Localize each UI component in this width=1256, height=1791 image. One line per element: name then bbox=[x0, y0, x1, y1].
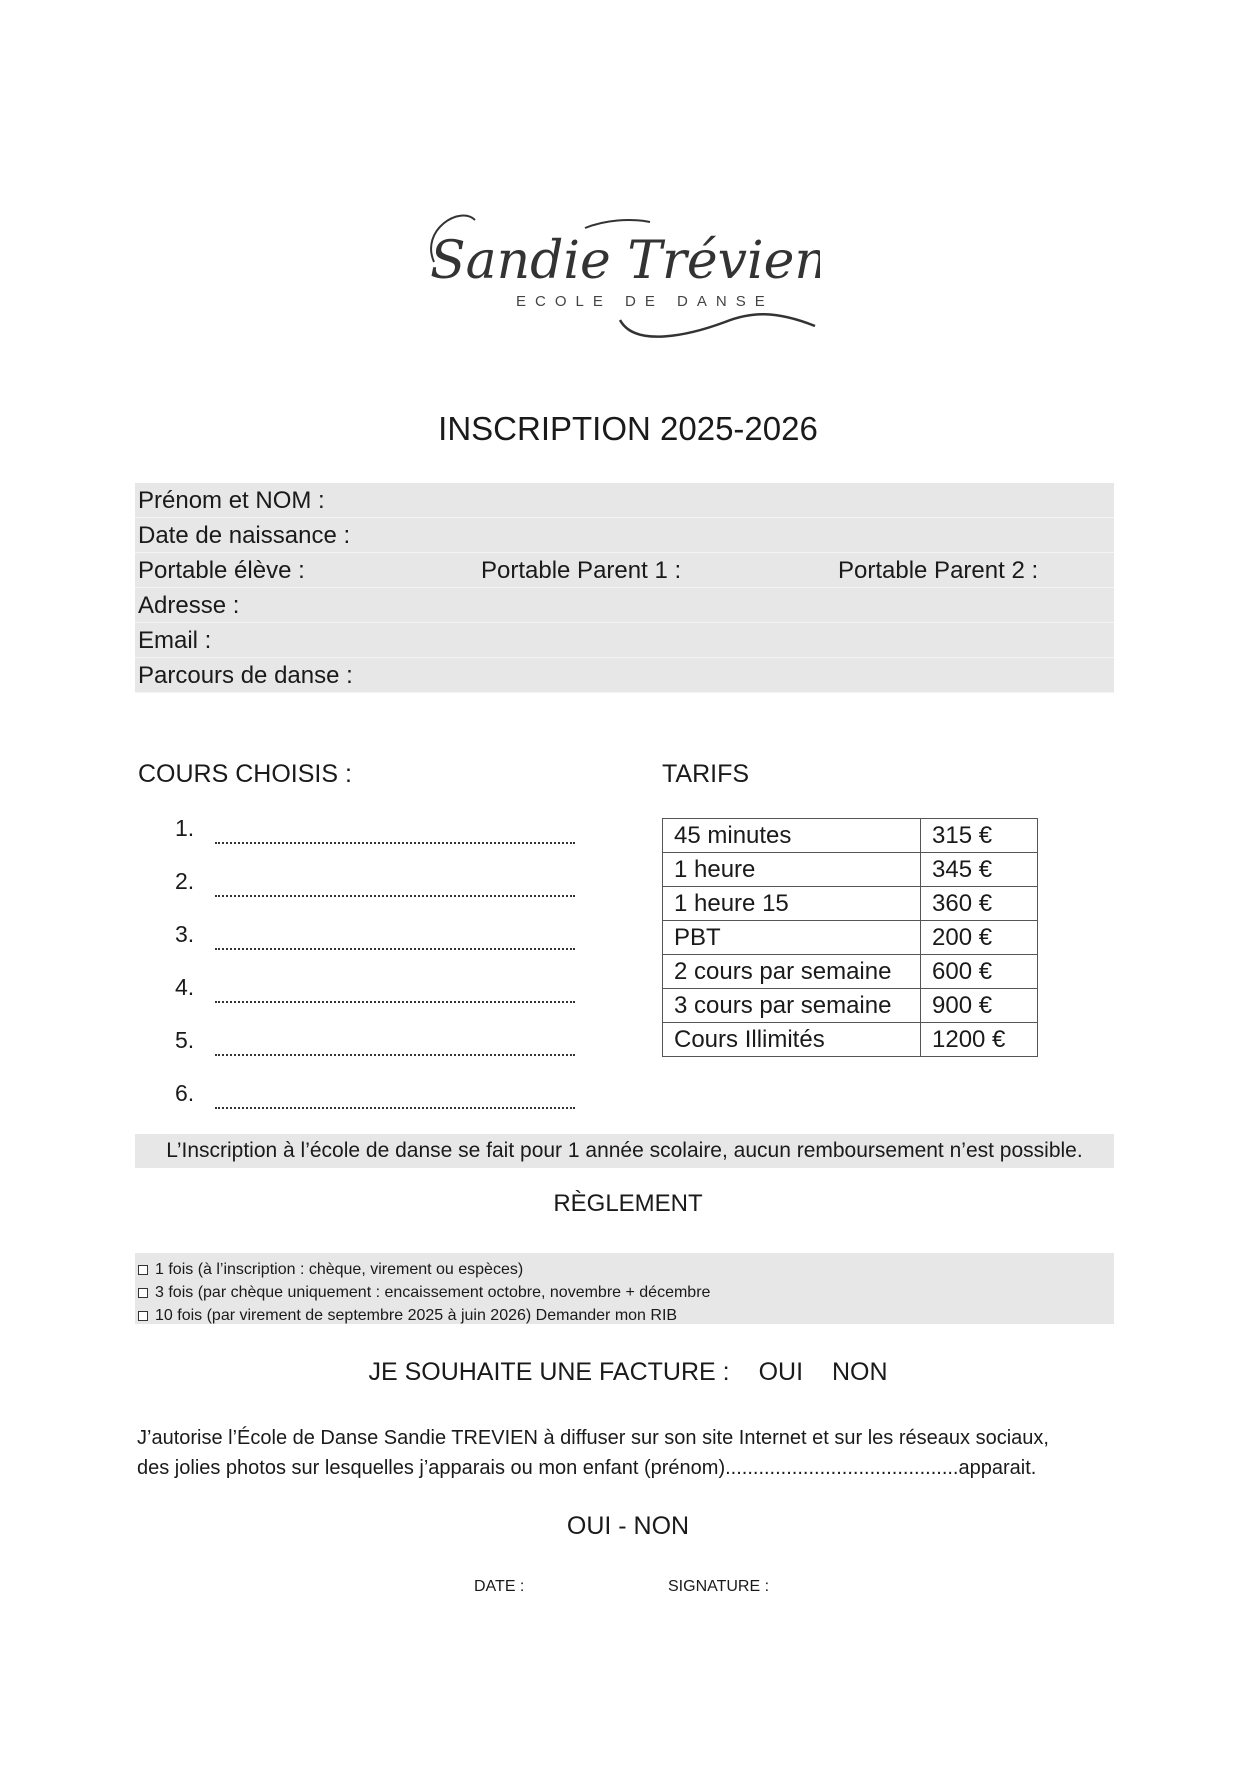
label-email: Email : bbox=[138, 627, 212, 654]
course-number: 5. bbox=[175, 1027, 195, 1053]
info-row-address[interactable] bbox=[135, 588, 1114, 623]
tarif-price: 360 € bbox=[921, 887, 1038, 921]
course-number: 2. bbox=[175, 868, 195, 894]
tarif-label: 2 cours par semaine bbox=[663, 955, 921, 989]
authorization-oui-non[interactable]: OUI - NON bbox=[566, 1512, 690, 1540]
course-number: 3. bbox=[175, 921, 195, 947]
payment-options bbox=[135, 1253, 1114, 1324]
payment-option-label: 1 fois (à l’inscription : chèque, virement ou espèces) bbox=[155, 1261, 524, 1278]
course-number: 6. bbox=[175, 1080, 195, 1106]
tarif-price: 200 € bbox=[921, 921, 1038, 955]
info-row-parcours[interactable] bbox=[135, 658, 1114, 693]
tarif-price: 345 € bbox=[921, 853, 1038, 887]
label-adresse: Adresse : bbox=[138, 592, 240, 619]
info-row-birthdate[interactable] bbox=[135, 518, 1114, 553]
course-line[interactable] bbox=[175, 1080, 595, 1133]
course-list bbox=[175, 815, 595, 1133]
tarifs-table bbox=[662, 818, 1038, 1057]
invoice-label: JE SOUHAITE UNE FACTURE : bbox=[368, 1358, 730, 1386]
tarif-label: 1 heure bbox=[663, 853, 921, 887]
tarifs-heading: TARIFS bbox=[662, 760, 750, 788]
page-title: INSCRIPTION 2025-2026 bbox=[438, 410, 818, 447]
school-logo-graphic bbox=[420, 200, 820, 360]
authorization-line-1: J’autorise l’École de Danse Sandie TREVIEN à diffuser sur son site Internet et sur les réseaux sociaux, bbox=[137, 1427, 1049, 1449]
payment-option-label: 3 fois (par chèque uniquement : encaissement octobre, novembre + décembre bbox=[155, 1284, 711, 1301]
course-dotted-field[interactable] bbox=[215, 874, 575, 897]
course-number: 4. bbox=[175, 974, 195, 1000]
course-line[interactable] bbox=[175, 815, 595, 868]
logo-script-text: Sandie Trévien bbox=[430, 231, 820, 291]
course-number: 1. bbox=[175, 815, 195, 841]
tarif-price: 1200 € bbox=[921, 1023, 1038, 1057]
tarif-price: 315 € bbox=[921, 819, 1038, 853]
reglement-heading: RÈGLEMENT bbox=[553, 1190, 703, 1217]
table-row bbox=[663, 955, 1038, 989]
info-row-name[interactable] bbox=[135, 483, 1114, 518]
checkbox-icon[interactable] bbox=[138, 1311, 148, 1321]
tarif-label: PBT bbox=[663, 921, 921, 955]
label-portable-parent-1: Portable Parent 1 : bbox=[481, 557, 682, 584]
table-row bbox=[663, 921, 1038, 955]
label-portable-parent-2: Portable Parent 2 : bbox=[838, 557, 1039, 584]
courses-heading: COURS CHOISIS : bbox=[138, 760, 352, 788]
invoice-request bbox=[0, 1358, 1256, 1387]
payment-option-label: 10 fois (par virement de septembre 2025 à juin 2026) Demander mon RIB bbox=[155, 1307, 678, 1324]
date-label: DATE : bbox=[474, 1578, 525, 1595]
course-dotted-field[interactable] bbox=[215, 980, 575, 1003]
payment-option[interactable] bbox=[135, 1258, 1114, 1281]
payment-option[interactable] bbox=[135, 1304, 1114, 1327]
label-date-naissance: Date de naissance : bbox=[138, 522, 351, 549]
refund-notice: L’Inscription à l’école de danse se fait pour 1 année scolaire, aucun remboursement n’est possible. bbox=[135, 1134, 1114, 1168]
info-row-phones[interactable] bbox=[135, 553, 1114, 588]
invoice-non-option[interactable]: NON bbox=[831, 1358, 888, 1386]
photo-authorization bbox=[137, 1423, 1117, 1483]
school-logo bbox=[420, 200, 820, 360]
tarif-price: 900 € bbox=[921, 989, 1038, 1023]
checkbox-icon[interactable] bbox=[138, 1288, 148, 1298]
table-row bbox=[663, 819, 1038, 853]
course-dotted-field[interactable] bbox=[215, 821, 575, 844]
table-row bbox=[663, 853, 1038, 887]
checkbox-icon[interactable] bbox=[138, 1265, 148, 1275]
label-portable-eleve: Portable élève : bbox=[138, 557, 305, 584]
tarif-label: 3 cours par semaine bbox=[663, 989, 921, 1023]
tarif-label: 1 heure 15 bbox=[663, 887, 921, 921]
course-line[interactable] bbox=[175, 974, 595, 1027]
info-row-email[interactable] bbox=[135, 623, 1114, 658]
course-line[interactable] bbox=[175, 868, 595, 921]
logo-subtitle: ECOLE DE DANSE bbox=[516, 293, 774, 310]
student-info-block bbox=[135, 483, 1114, 693]
tarif-price: 600 € bbox=[921, 955, 1038, 989]
tarif-label: Cours Illimités bbox=[663, 1023, 921, 1057]
table-row bbox=[663, 1023, 1038, 1057]
signature-label: SIGNATURE : bbox=[668, 1578, 770, 1595]
course-dotted-field[interactable] bbox=[215, 1086, 575, 1109]
label-parcours-danse: Parcours de danse : bbox=[138, 662, 353, 689]
invoice-oui-option[interactable]: OUI bbox=[758, 1358, 804, 1386]
label-prenom-nom: Prénom et NOM : bbox=[138, 487, 325, 514]
course-line[interactable] bbox=[175, 921, 595, 974]
table-row bbox=[663, 989, 1038, 1023]
authorization-line-2: des jolies photos sur lesquelles j’apparais ou mon enfant (prénom)..........................................apparait. bbox=[137, 1457, 1037, 1479]
payment-option[interactable] bbox=[135, 1281, 1114, 1304]
table-row bbox=[663, 887, 1038, 921]
course-dotted-field[interactable] bbox=[215, 1033, 575, 1056]
course-dotted-field[interactable] bbox=[215, 927, 575, 950]
course-line[interactable] bbox=[175, 1027, 595, 1080]
tarif-label: 45 minutes bbox=[663, 819, 921, 853]
